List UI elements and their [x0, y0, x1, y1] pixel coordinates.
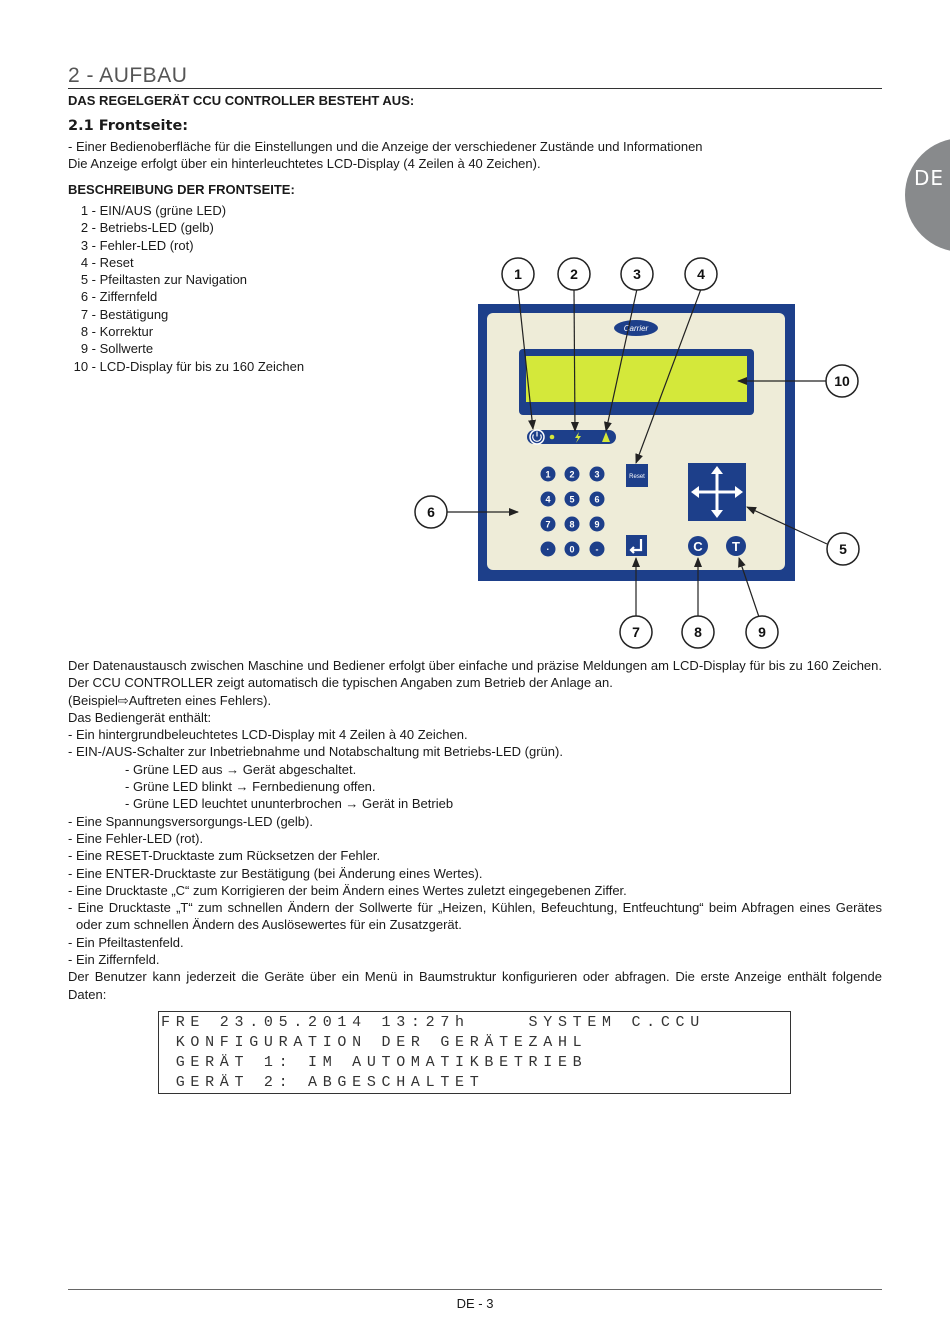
lcd-display [526, 356, 747, 402]
callout-label: 5 [839, 541, 847, 557]
callout-label: 3 [633, 266, 641, 282]
body-paragraph: - Ein Ziffernfeld. [68, 952, 160, 968]
callout-label: 4 [697, 266, 705, 282]
item-number: 9 - [80, 341, 96, 357]
item-number: 6 - [80, 289, 96, 305]
body-paragraph: - Ein Pfeiltastenfeld. [68, 934, 184, 950]
lcd-line: GERÄT 1: IM AUTOMATIKBETRIEB [161, 1054, 588, 1071]
body-paragraph: Das Bediengerät enthält: [68, 709, 212, 725]
item-text: Korrektur [99, 324, 154, 340]
description-item [68, 358, 304, 375]
item-text: Reset [99, 254, 134, 270]
item-text: Pfeiltasten zur Navigation [99, 272, 248, 288]
description-item [68, 306, 304, 323]
subtitle: DAS REGELGERÄT CCU CONTROLLER BESTEHT AUS: [68, 93, 415, 108]
callout-label: 2 [570, 266, 578, 282]
body-paragraph: - Eine Fehler-LED (rot). [68, 830, 204, 846]
keypad-key-label: 2 [569, 469, 575, 480]
carrier-logo-text: Carrier [623, 324, 649, 333]
frontseite-intro [68, 138, 703, 172]
body-paragraph: Der Benutzer kann jederzeit die Geräte über ein Menü in Baumstruktur konfigurieren oder abfragen. Die erste Anzeige enthält folgende Daten: [68, 969, 882, 1002]
callout-label: 9 [758, 624, 766, 640]
item-text: Ziffernfeld [99, 289, 158, 305]
reset-label: Reset [629, 474, 645, 480]
keypad-key-label: 3 [594, 469, 600, 480]
callout-label: 1 [514, 266, 522, 282]
description-item [68, 288, 304, 305]
callout-label: 10 [834, 373, 850, 389]
footer-rule [68, 1289, 882, 1290]
keypad-key-label: 0 [569, 544, 575, 555]
description-item [68, 271, 304, 288]
description-heading: BESCHREIBUNG DER FRONTSEITE: [68, 182, 295, 197]
lcd-line: GERÄT 2: ABGESCHALTET [161, 1074, 485, 1091]
t-label: T [732, 539, 740, 554]
body-paragraph: - Grüne LED leuchtet ununterbrochen → Gerät in Betrieb [125, 796, 454, 812]
item-text: LCD-Display für bis zu 160 Zeichen [99, 358, 305, 374]
callout-label: 7 [632, 624, 640, 640]
description-item [68, 202, 304, 219]
item-text: Fehler-LED (rot) [99, 237, 194, 253]
frontseite-heading: 2.1 Frontseite: [68, 118, 189, 134]
keypad-key-label: 6 [594, 494, 600, 505]
item-text: EIN/AUS (grüne LED) [99, 203, 227, 218]
header-rule [68, 88, 882, 89]
item-text: Bestätigung [99, 306, 169, 322]
body-paragraph: - Ein hintergrundbeleuchtetes LCD-Display mit 4 Zeilen à 40 Zeichen. [68, 727, 468, 743]
body-paragraph: - Eine Spannungsversorgungs-LED (gelb). [68, 813, 313, 829]
item-number: 8 - [80, 324, 96, 340]
body-paragraph: - Eine RESET-Drucktaste zum Rücksetzen der Fehler. [68, 848, 381, 864]
keypad-key-label: 4 [545, 494, 551, 505]
lcd-line: FRE 23.05.2014 13:27h SYSTEM C.CCU [161, 1014, 705, 1031]
intro-line: - Einer Bedienoberfläche für die Einstellungen und die Anzeige der verschiedener Zustände und Informationen [68, 139, 703, 154]
item-number: 10 - [73, 358, 96, 374]
page-number: DE - 3 [456, 1296, 494, 1311]
keypad-key-label: 7 [545, 519, 551, 530]
description-item [68, 323, 304, 340]
callout-label: 8 [694, 624, 702, 640]
intro-line: Die Anzeige erfolgt über ein hinterleuchtetes LCD-Display (4 Zeilen à 40 Zeichen). [68, 156, 541, 171]
description-item [68, 340, 304, 357]
lcd-example [158, 1011, 791, 1094]
keypad-key-label: 9 [594, 519, 600, 530]
keypad-key-label: · [546, 544, 550, 555]
body-paragraph: - EIN-/AUS-Schalter zur Inbetriebnahme und Notabschaltung mit Betriebs-LED (grün). [68, 744, 563, 760]
item-number: 3 - [80, 237, 96, 253]
enter-button[interactable] [626, 535, 647, 556]
language-tab [905, 138, 950, 252]
keypad-key-label: 5 [569, 494, 575, 505]
body-paragraph: - Eine Drucktaste „C“ zum Korrigieren der beim Ändern eines Wertes zuletzt eingegebenen Ziffer. [68, 882, 627, 898]
item-number: 7 - [80, 306, 96, 322]
language-tab-label: DE [914, 166, 945, 190]
lcd-line: KONFIGURATION DER GERÄTEZAHL [161, 1034, 588, 1051]
item-number: 5 - [80, 272, 96, 288]
description-list [68, 202, 304, 375]
description-item [68, 237, 304, 254]
item-number: 4 - [80, 254, 96, 270]
item-text: Betriebs-LED (gelb) [99, 220, 214, 236]
item-number: 1 - [80, 203, 96, 218]
body-paragraph: - Eine Drucktaste „T“ zum schnellen Ändern der Sollwerte für „Heizen, Kühlen, Befeuchtung, Entfeuchtung“ beim Abfragen eines Gerätes oder zum schnellen Ändern des Auslösewertes für ein Zusatzgerät. [68, 900, 882, 933]
body-paragraph: - Grüne LED blinkt → Fernbedienung offen. [125, 779, 376, 795]
green-led [550, 435, 555, 440]
description-item [68, 219, 304, 236]
item-number: 2 - [80, 220, 96, 236]
body-paragraph: (Beispiel⇨Auftreten eines Fehlers). [68, 692, 272, 708]
keypad-key-label: 8 [569, 519, 575, 530]
controller-front-diagram [400, 250, 880, 655]
keypad-key-label: 1 [545, 469, 551, 480]
body-paragraph: - Grüne LED aus → Gerät abgeschaltet. [125, 761, 357, 777]
body-paragraph: - Eine ENTER-Drucktaste zur Bestätigung (bei Änderung eines Wertes). [68, 865, 483, 881]
body-text [68, 657, 882, 1003]
callout-label: 6 [427, 504, 435, 520]
keypad-key-label: - [595, 544, 599, 555]
description-item [68, 254, 304, 271]
section-title: 2 - AUFBAU [68, 64, 188, 87]
body-paragraph: Der Datenaustausch zwischen Maschine und Bediener erfolgt über einfache und präzise Meldungen am LCD-Display für bis zu 160 Zeichen. Der CCU CONTROLLER zeigt automatisch die typischen Angaben zum Betrieb der Anlage an. [68, 658, 882, 691]
c-label: C [693, 539, 703, 554]
item-text: Sollwerte [99, 341, 154, 357]
